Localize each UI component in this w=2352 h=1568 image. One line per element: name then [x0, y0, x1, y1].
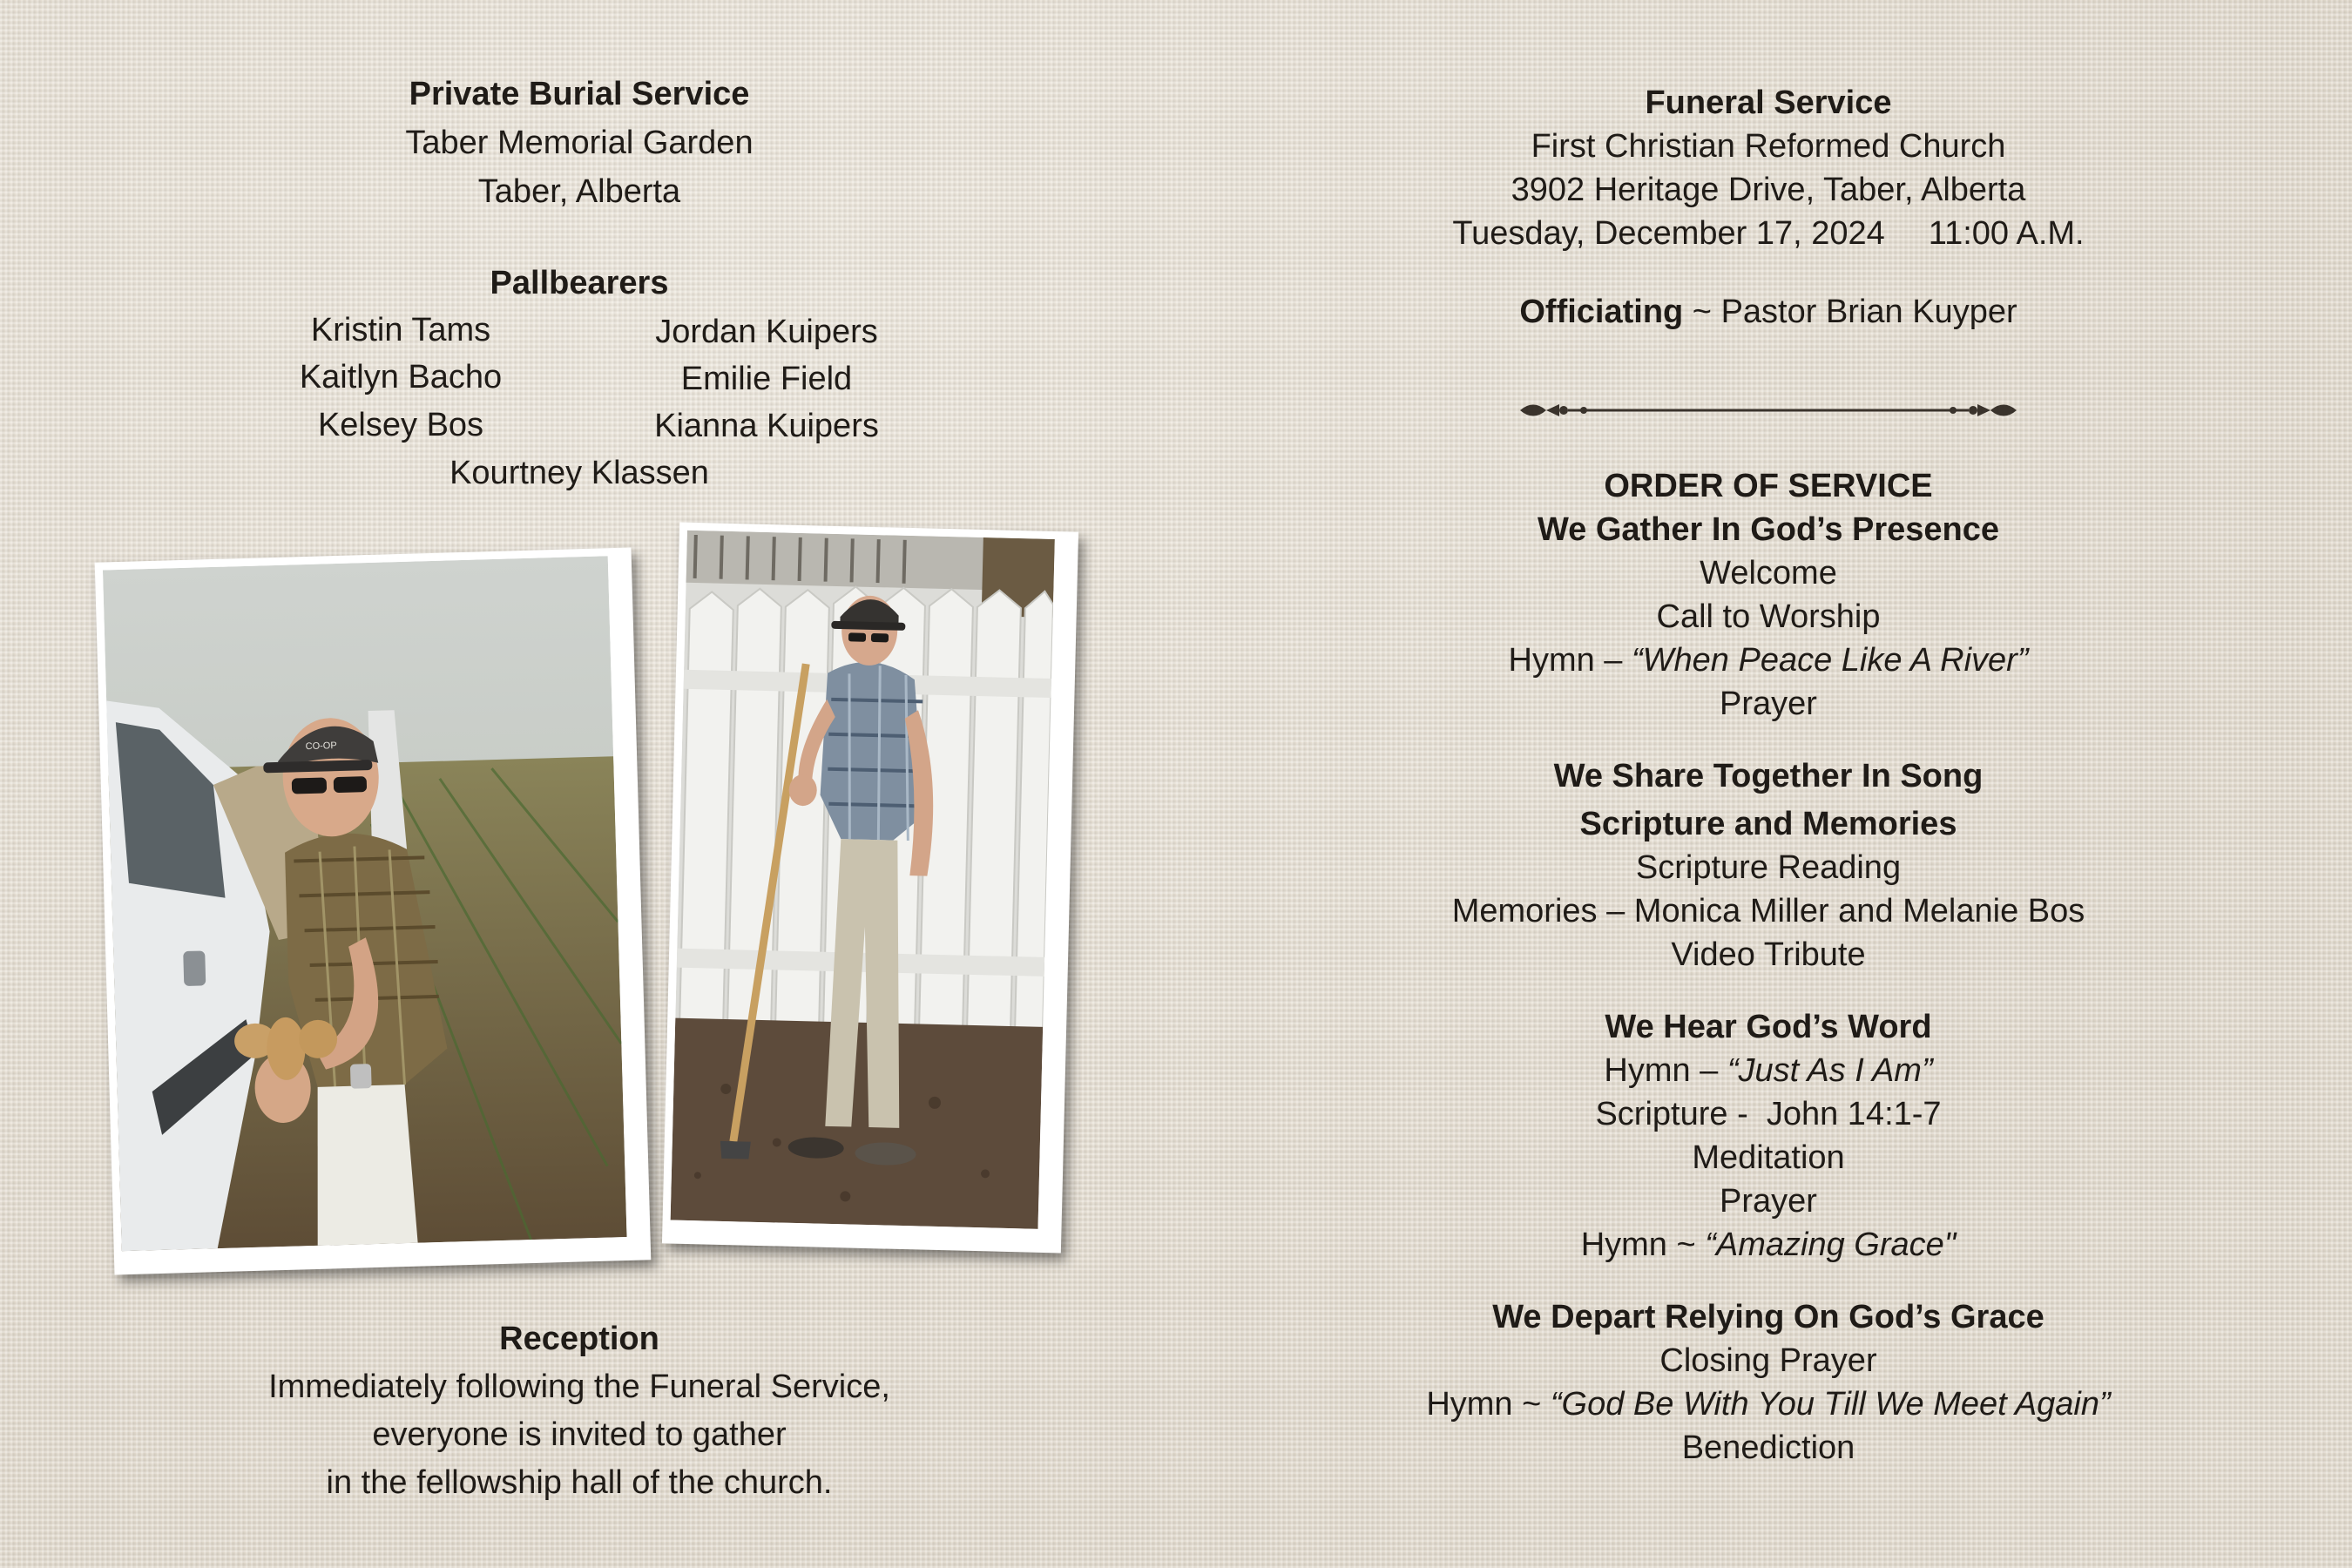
service-item — [1289, 551, 2247, 595]
pallbearer-name: Kianna Kuipers — [654, 408, 879, 444]
reception-title: Reception — [499, 1321, 659, 1357]
service-section — [1289, 1005, 2247, 1267]
service-item — [1289, 1049, 2247, 1092]
pallbearer-name: Kourtney Klassen — [449, 455, 709, 491]
pallbearer-name: Kelsey Bos — [317, 407, 484, 443]
service-item — [1289, 1426, 2247, 1470]
section-heading: We Hear God’s Word — [1605, 1009, 1932, 1045]
photo-man-holding-potatoes — [95, 548, 652, 1275]
service-item — [1289, 682, 2247, 726]
cap-text: CO-OP — [305, 740, 337, 753]
section-heading: We Share Together In Song — [1553, 758, 1984, 794]
service-item — [1289, 1223, 2247, 1267]
service-item — [1289, 1339, 2247, 1382]
order-sections — [1289, 508, 2247, 1470]
service-item-text: Hymn – — [1604, 1052, 1727, 1089]
pallbearer-name: Kristin Tams — [310, 312, 491, 348]
service-item-text: Welcome — [1700, 555, 1837, 591]
service-item-text: Hymn ~ — [1426, 1386, 1551, 1423]
hymn-title: “When Peace Like A River” — [1632, 642, 2029, 679]
service-item — [1289, 1092, 2247, 1136]
service-time: 11:00 A.M. — [1928, 215, 2085, 252]
ornamental-divider — [1516, 397, 2021, 423]
order-title: ORDER OF SERVICE — [1604, 468, 1933, 504]
service-item-text: Hymn – — [1508, 642, 1632, 679]
service-item-text: Scripture - John 14:1-7 — [1595, 1096, 1942, 1132]
pallbearer-name: Emilie Field — [680, 361, 853, 397]
service-item-text: Hymn ~ — [1580, 1227, 1706, 1263]
service-item-text: Prayer — [1720, 1183, 1817, 1220]
pallbearer-name: Jordan Kuipers — [655, 314, 878, 350]
service-section — [1289, 754, 2247, 977]
officiating-line — [1289, 290, 2247, 334]
hymn-title: “Amazing Grace" — [1705, 1227, 1957, 1263]
photo-man-with-rake — [662, 523, 1078, 1254]
officiating-name: Pastor Brian Kuyper — [1720, 294, 2017, 330]
service-date: Tuesday, December 17, 2024 — [1452, 215, 1885, 252]
service-item-text: Benediction — [1681, 1429, 1855, 1466]
service-item-text: Video Tribute — [1671, 936, 1866, 973]
burial-city: Taber, Alberta — [477, 173, 681, 210]
service-item-text: Memories – Monica Miller and Melanie Bos — [1451, 893, 2085, 929]
church-name: First Christian Reformed Church — [1531, 128, 2006, 165]
section-heading: Scripture and Memories — [1579, 806, 1957, 842]
order-of-service — [1289, 464, 2247, 1470]
service-item — [1289, 1179, 2247, 1223]
photo-image — [671, 531, 1055, 1229]
service-item-text: Call to Worship — [1656, 598, 1881, 635]
funeral-section — [1289, 81, 2247, 334]
service-item — [1289, 1382, 2247, 1426]
pallbearer-name: Kaitlyn Bacho — [299, 359, 503, 395]
service-item-text: Prayer — [1720, 686, 1817, 722]
officiating-separator: ~ — [1683, 294, 1721, 330]
reception-section — [174, 1317, 984, 1504]
reception-line: everyone is invited to gather — [372, 1416, 787, 1453]
hymn-title: “Just As I Am” — [1727, 1052, 1933, 1089]
service-item — [1289, 595, 2247, 639]
hymn-title: “God Be With You Till We Meet Again” — [1550, 1386, 2111, 1423]
service-section — [1289, 508, 2247, 726]
pallbearers-title: Pallbearers — [490, 265, 669, 301]
photo-image — [103, 556, 627, 1251]
service-item — [1289, 639, 2247, 682]
service-section — [1289, 1295, 2247, 1470]
section-heading: We Gather In God’s Presence — [1537, 511, 2000, 548]
service-item — [1289, 889, 2247, 933]
service-item-text: Scripture Reading — [1635, 849, 1902, 886]
service-item — [1289, 933, 2247, 977]
service-item — [1289, 846, 2247, 889]
service-datetime — [1289, 212, 2247, 255]
burial-section — [200, 72, 958, 213]
burial-place: Taber Memorial Garden — [405, 125, 754, 161]
service-item-text: Meditation — [1692, 1139, 1845, 1176]
section-heading: We Depart Relying On God’s Grace — [1492, 1299, 2044, 1335]
reception-line: Immediately following the Funeral Service, — [268, 1369, 890, 1405]
reception-line: in the fellowship hall of the church. — [326, 1464, 833, 1501]
church-address: 3902 Heritage Drive, Taber, Alberta — [1511, 172, 2026, 208]
service-item-text: Closing Prayer — [1659, 1342, 1877, 1379]
officiating-label: Officiating — [1519, 294, 1684, 330]
service-item — [1289, 1136, 2247, 1179]
burial-title: Private Burial Service — [409, 76, 750, 112]
funeral-title: Funeral Service — [1645, 84, 1892, 121]
